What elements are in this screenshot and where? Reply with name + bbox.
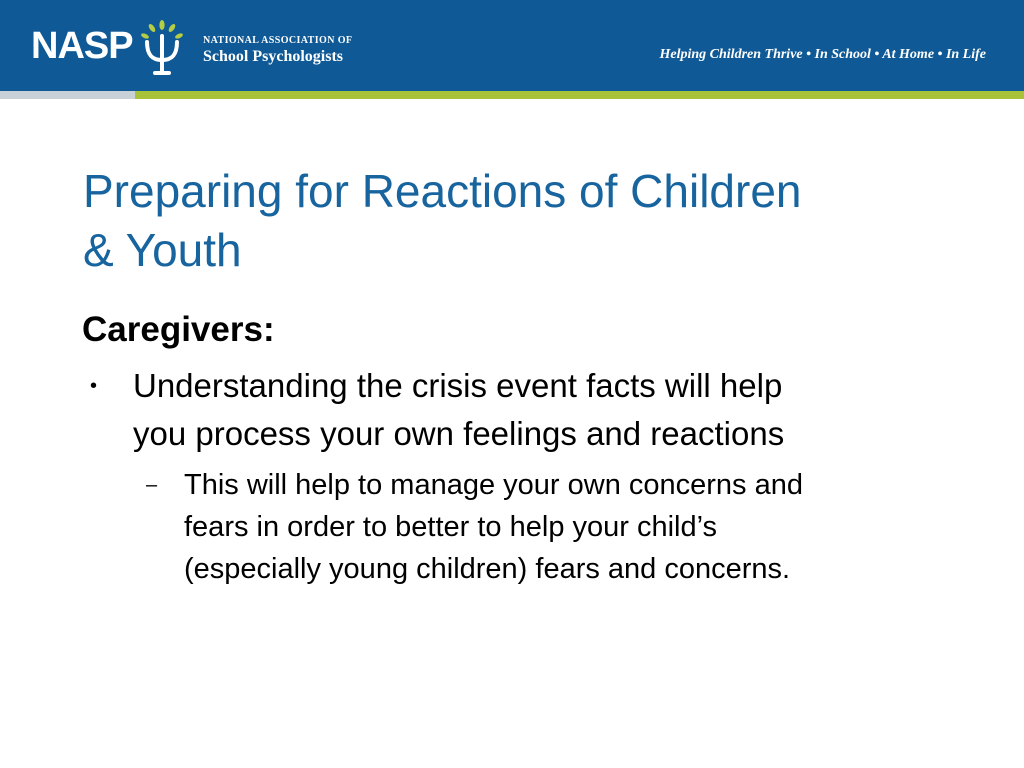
org-name-line2: School Psychologists (203, 48, 344, 65)
header-banner (0, 0, 1024, 91)
bullet-item (133, 362, 963, 458)
sub-bullet-text-line2: fears in order to better to help your child’s (184, 511, 718, 543)
bullet-text-line2: you process your own feelings and reactions (133, 415, 785, 452)
slide-title-line1: Preparing for Reactions of Children (83, 165, 802, 217)
sub-bullet-text-line1: This will help to manage your own concerns and (184, 469, 803, 501)
banner-stripe (0, 91, 1024, 99)
slide-title-line2: & Youth (83, 224, 242, 276)
org-name-line1: NATIONAL ASSOCIATION OF (203, 35, 353, 46)
nasp-logo-text: NASP (31, 25, 133, 67)
tagline: Helping Children Thrive • In School • At Home • In Life (659, 47, 986, 62)
sub-bullet-marker: – (146, 474, 158, 496)
sub-bullet-text-line3: (especially young children) fears and concerns. (184, 553, 791, 585)
sub-bullet-item (184, 464, 974, 590)
slide-title (83, 162, 963, 280)
psi-icon (135, 18, 189, 78)
bullet-marker: • (90, 375, 98, 397)
bullet-text-line1: Understanding the crisis event facts will help (133, 367, 783, 404)
section-heading: Caregivers: (82, 310, 275, 349)
